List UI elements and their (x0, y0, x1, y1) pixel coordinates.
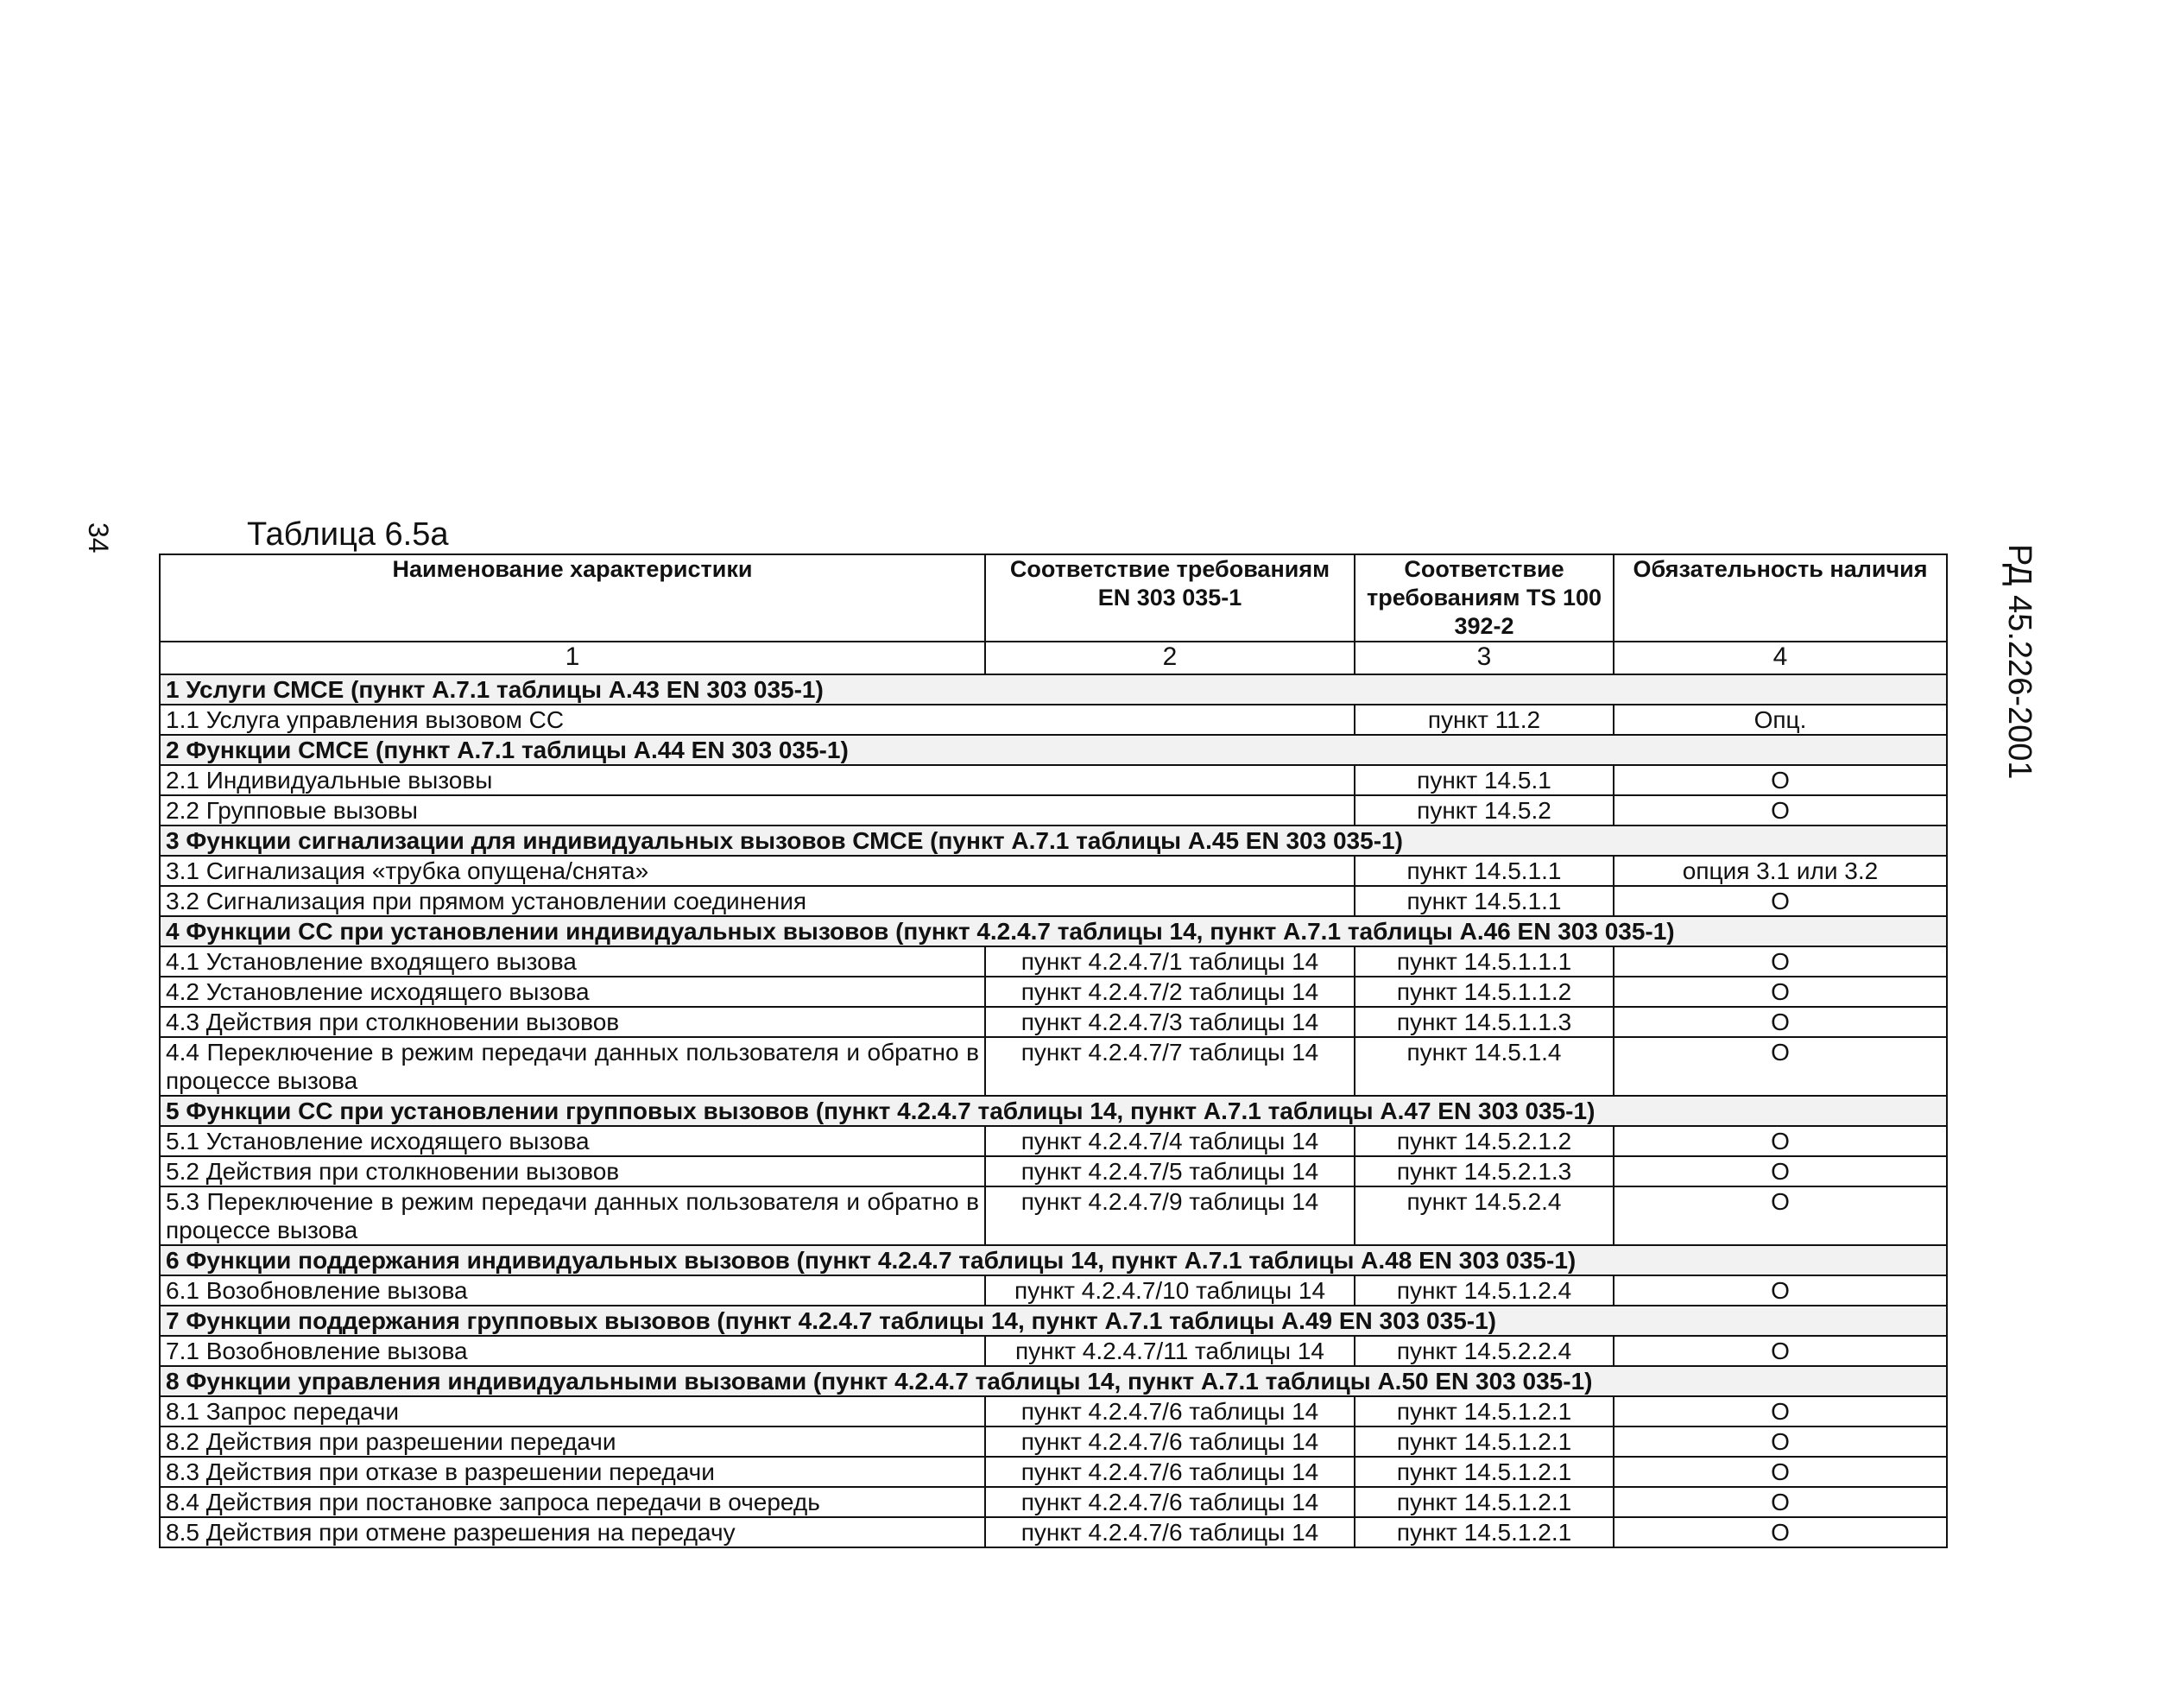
column-number: 4 (1614, 642, 1947, 674)
requirements-table (159, 554, 1948, 1548)
header-en: Соответствие требованиям EN 303 035-1 (985, 554, 1355, 642)
ts-reference: пункт 14.5.1.2.1 (1355, 1426, 1614, 1457)
table-row (160, 1517, 1947, 1547)
ts-reference: пункт 14.5.2.4 (1355, 1186, 1614, 1245)
requirement-value: О (1614, 1487, 1947, 1517)
characteristic-name: 6.1 Возобновление вызова (160, 1275, 985, 1306)
section-title: 1 Услуги СМСЕ (пункт А.7.1 таблицы А.43 EN 303 035-1) (160, 674, 1947, 705)
column-number: 1 (160, 642, 985, 674)
ts-reference: пункт 14.5.1.2.1 (1355, 1487, 1614, 1517)
requirement-value: О (1614, 977, 1947, 1007)
header-required: Обязательность наличия (1614, 554, 1947, 642)
document-code: РД 45.226-2001 (2001, 544, 2038, 780)
section-title: 2 Функции СМСЕ (пункт А.7.1 таблицы А.44 EN 303 035-1) (160, 735, 1947, 765)
table-row (160, 1396, 1947, 1426)
en-reference: пункт 4.2.4.7/4 таблицы 14 (985, 1126, 1355, 1156)
table-row (160, 1457, 1947, 1487)
ts-reference: пункт 11.2 (1355, 705, 1614, 735)
table-row (160, 1426, 1947, 1457)
ts-reference: пункт 14.5.1.2.1 (1355, 1396, 1614, 1426)
requirement-value: О (1614, 795, 1947, 826)
characteristic-name: 3.2 Сигнализация при прямом установлении соединения (160, 886, 1355, 916)
en-reference: пункт 4.2.4.7/11 таблицы 14 (985, 1336, 1355, 1366)
characteristic-name: 4.2 Установление исходящего вызова (160, 977, 985, 1007)
table-row (160, 705, 1947, 735)
ts-reference: пункт 14.5.2 (1355, 795, 1614, 826)
characteristic-name: 2.1 Индивидуальные вызовы (160, 765, 1355, 795)
en-reference: пункт 4.2.4.7/6 таблицы 14 (985, 1396, 1355, 1426)
table-row (160, 1126, 1947, 1156)
table-row (160, 946, 1947, 977)
en-reference: пункт 4.2.4.7/3 таблицы 14 (985, 1007, 1355, 1037)
table-row (160, 1275, 1947, 1306)
characteristic-name: 4.4 Переключение в режим передачи данных пользователя и обратно в процессе вызова (160, 1037, 985, 1096)
section-title: 6 Функции поддержания индивидуальных вызовов (пункт 4.2.4.7 таблицы 14, пункт А.7.1 таблицы А.48 EN 303 035-1) (160, 1245, 1947, 1275)
table-header-row (160, 554, 1947, 642)
requirement-value: О (1614, 946, 1947, 977)
table-row (160, 1336, 1947, 1366)
header-name: Наименование характеристики (160, 554, 985, 642)
characteristic-name: 8.3 Действия при отказе в разрешении передачи (160, 1457, 985, 1487)
characteristic-name: 1.1 Услуга управления вызовом СС (160, 705, 1355, 735)
characteristic-name: 4.1 Установление входящего вызова (160, 946, 985, 977)
characteristic-name: 2.2 Групповые вызовы (160, 795, 1355, 826)
requirement-value: О (1614, 1457, 1947, 1487)
en-reference: пункт 4.2.4.7/5 таблицы 14 (985, 1156, 1355, 1186)
page-number: 34 (83, 522, 114, 554)
en-reference: пункт 4.2.4.7/6 таблицы 14 (985, 1487, 1355, 1517)
header-ts: Соответствие требованиям TS 100 392-2 (1355, 554, 1614, 642)
requirement-value: О (1614, 1396, 1947, 1426)
requirement-value: О (1614, 886, 1947, 916)
ts-reference: пункт 14.5.1.1 (1355, 886, 1614, 916)
ts-reference: пункт 14.5.2.1.2 (1355, 1126, 1614, 1156)
requirement-value: Опц. (1614, 705, 1947, 735)
requirement-value: О (1614, 1156, 1947, 1186)
section-title: 8 Функции управления индивидуальными вызовами (пункт 4.2.4.7 таблицы 14, пункт А.7.1 таблицы А.50 EN 303 035-1) (160, 1366, 1947, 1396)
requirement-value: О (1614, 1186, 1947, 1245)
ts-reference: пункт 14.5.1.4 (1355, 1037, 1614, 1096)
ts-reference: пункт 14.5.1.2.4 (1355, 1275, 1614, 1306)
table-row (160, 886, 1947, 916)
section-row (160, 735, 1947, 765)
en-reference: пункт 4.2.4.7/9 таблицы 14 (985, 1186, 1355, 1245)
requirement-value: О (1614, 1426, 1947, 1457)
ts-reference: пункт 14.5.1.2.1 (1355, 1457, 1614, 1487)
en-reference: пункт 4.2.4.7/6 таблицы 14 (985, 1426, 1355, 1457)
characteristic-name: 4.3 Действия при столкновении вызовов (160, 1007, 985, 1037)
ts-reference: пункт 14.5.2.1.3 (1355, 1156, 1614, 1186)
en-reference: пункт 4.2.4.7/1 таблицы 14 (985, 946, 1355, 977)
requirement-value: О (1614, 1517, 1947, 1547)
ts-reference: пункт 14.5.2.2.4 (1355, 1336, 1614, 1366)
requirement-value: опция 3.1 или 3.2 (1614, 856, 1947, 886)
requirement-value: О (1614, 1275, 1947, 1306)
characteristic-name: 7.1 Возобновление вызова (160, 1336, 985, 1366)
table-caption: Таблица 6.5а (247, 516, 449, 553)
section-title: 5 Функции СС при установлении групповых вызовов (пункт 4.2.4.7 таблицы 14, пункт А.7.1 таблицы А.47 EN 303 035-1) (160, 1096, 1947, 1126)
en-reference: пункт 4.2.4.7/10 таблицы 14 (985, 1275, 1355, 1306)
requirement-value: О (1614, 1037, 1947, 1096)
section-row (160, 1306, 1947, 1336)
en-reference: пункт 4.2.4.7/6 таблицы 14 (985, 1457, 1355, 1487)
en-reference: пункт 4.2.4.7/7 таблицы 14 (985, 1037, 1355, 1096)
requirement-value: О (1614, 765, 1947, 795)
section-row (160, 1245, 1947, 1275)
table-row (160, 1487, 1947, 1517)
column-number-row (160, 642, 1947, 674)
column-number: 2 (985, 642, 1355, 674)
ts-reference: пункт 14.5.1.1.2 (1355, 977, 1614, 1007)
ts-reference: пункт 14.5.1.2.1 (1355, 1517, 1614, 1547)
section-title: 4 Функции СС при установлении индивидуальных вызовов (пункт 4.2.4.7 таблицы 14, пункт А.7.1 таблицы А.46 EN 303 035-1) (160, 916, 1947, 946)
ts-reference: пункт 14.5.1 (1355, 765, 1614, 795)
table-row (160, 1156, 1947, 1186)
characteristic-name: 5.3 Переключение в режим передачи данных пользователя и обратно в процессе вызова (160, 1186, 985, 1245)
table-row (160, 856, 1947, 886)
ts-reference: пункт 14.5.1.1.3 (1355, 1007, 1614, 1037)
ts-reference: пункт 14.5.1.1.1 (1355, 946, 1614, 977)
requirement-value: О (1614, 1007, 1947, 1037)
table-row (160, 1037, 1947, 1096)
characteristic-name: 5.2 Действия при столкновении вызовов (160, 1156, 985, 1186)
section-row (160, 1366, 1947, 1396)
characteristic-name: 8.4 Действия при постановке запроса передачи в очередь (160, 1487, 985, 1517)
table-row (160, 977, 1947, 1007)
column-number: 3 (1355, 642, 1614, 674)
characteristic-name: 3.1 Сигнализация «трубка опущена/снята» (160, 856, 1355, 886)
section-row (160, 826, 1947, 856)
section-row (160, 916, 1947, 946)
section-row (160, 1096, 1947, 1126)
ts-reference: пункт 14.5.1.1 (1355, 856, 1614, 886)
section-title: 3 Функции сигнализации для индивидуальных вызовов СМСЕ (пункт А.7.1 таблицы А.45 EN 303 035-1) (160, 826, 1947, 856)
en-reference: пункт 4.2.4.7/2 таблицы 14 (985, 977, 1355, 1007)
section-row (160, 674, 1947, 705)
table-row (160, 765, 1947, 795)
characteristic-name: 8.2 Действия при разрешении передачи (160, 1426, 985, 1457)
section-title: 7 Функции поддержания групповых вызовов (пункт 4.2.4.7 таблицы 14, пункт А.7.1 таблицы А.49 EN 303 035-1) (160, 1306, 1947, 1336)
requirement-value: О (1614, 1336, 1947, 1366)
table-body (160, 674, 1947, 1547)
characteristic-name: 5.1 Установление исходящего вызова (160, 1126, 985, 1156)
en-reference: пункт 4.2.4.7/6 таблицы 14 (985, 1517, 1355, 1547)
requirement-value: О (1614, 1126, 1947, 1156)
characteristic-name: 8.5 Действия при отмене разрешения на передачу (160, 1517, 985, 1547)
table-row (160, 1186, 1947, 1245)
table-row (160, 795, 1947, 826)
table-row (160, 1007, 1947, 1037)
characteristic-name: 8.1 Запрос передачи (160, 1396, 985, 1426)
